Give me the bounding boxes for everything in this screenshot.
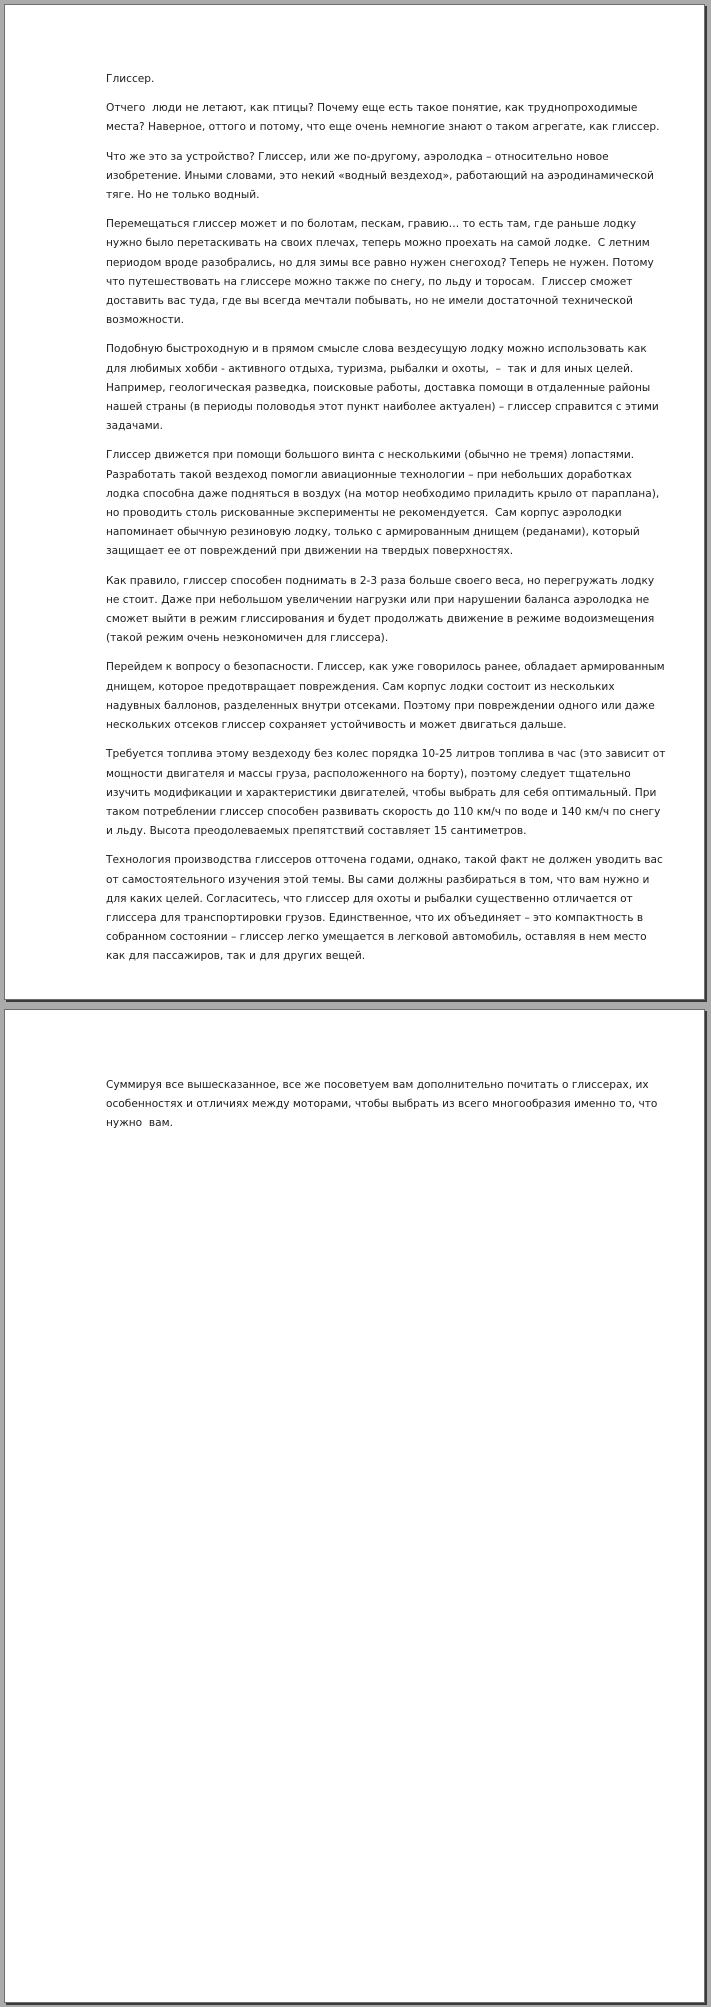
paragraph: Подобную быстроходную и в прямом смысле слова вездесущую лодку можно использовать как для любимых хобби - активного отдыха, туризма, рыбалки и охоты, – так и для иных целей. Например, геологическая разведка, поисковые работы, доставка помощи в отдаленные районы нашей страны (в периоды половодья этот пункт наиболее актуален) – глиссер справится с этими задачами.	[106, 343, 663, 433]
page-2-text	[106, 1076, 666, 1144]
paragraph-title: Глиссер.	[106, 73, 155, 85]
paragraph: Как правило, глиссер способен поднимать в 2-3 раза больше своего веса, но перегружать лодку не стоит. Даже при небольшом увеличении нагрузки или при нарушении баланса аэролодка не сможет выйти в режим глиссирования и будет продолжать движение в режиме водоизмещения (такой режим очень неэкономичен для глиссера).	[106, 574, 658, 645]
paragraph: Что же это за устройство? Глиссер, или же по-другому, аэролодка – относительно новое изобретение. Иными словами, это некий «водный вездеход», работающий на аэродинамической тяге. Но не только водный.	[106, 150, 658, 202]
paragraph: Технология производства глиссеров отточена годами, однако, такой факт не должен уводить вас от самостоятельного изучения этой темы. Вы сами должны разбираться в том, что вам нужно и для каких целей. Согласитесь, что глиссер для охоты и рыбалки существенно отличается от глиссера для транспортировки грузов. Единственное, что их объединяет – это компактность в собранном состоянии – глиссер легко умещается в легковой автомобиль, оставляя в нем место как для пассажиров, так и для других вещей.	[106, 854, 667, 963]
paragraph: Требуется топлива этому вездеходу без колес порядка 10-25 литров топлива в час (это зависит от мощности двигателя и массы груза, расположенного на борту), поэтому следует тщательно изучить модификации и характеристики двигателей, чтобы выбрать для себя оптимальный. При таком потреблении глиссер способен развивать скорость до 110 км/ч по воде и 140 км/ч по снегу и льду. Высота преодолеваемых препятствий составляет 15 сантиметров.	[106, 748, 669, 838]
paragraph: Перейдем к вопросу о безопасности. Глиссер, как уже говорилось ранее, обладает армированным днищем, которое предотвращает повреждения. Сам корпус лодки состоит из нескольких надувных баллонов, разделенных внутри отсеками. Поэтому при повреждении одного или даже нескольких отсеков глиссер сохраняет устойчивость и может двигаться дальше.	[106, 661, 669, 732]
paragraph: Отчего люди не летают, как птицы? Почему еще есть такое понятие, как труднопроходимые места? Наверное, оттого и потому, что еще очень немногие знают о таком агрегате, как глиссер.	[106, 102, 660, 134]
document-page-1	[4, 4, 705, 1000]
paragraph: Суммируя все вышесказанное, все же посоветуем вам дополнительно почитать о глиссерах, их особенностях и отличиях между моторами, чтобы выбрать из всего многообразия именно то, что нужно вам.	[106, 1079, 661, 1130]
document-page-2	[4, 1009, 705, 2003]
paragraph: Глиссер движется при помощи большого винта с несколькими (обычно не тремя) лопастями. Разработать такой вездеход помогли авиационные технологии – при небольших доработках лодка способна даже подняться в воздух (на мотор необходимо приладить крыло от параплана), но проводить столь рискованные эксперименты не рекомендуется. Сам корпус аэролодки напоминает обычную резиновую лодку, только с армированным днищем (реданами), который защищает ее от повреждений при движении на твердых поверхностях.	[106, 449, 663, 558]
paragraph: Перемещаться глиссер может и по болотам, пескам, гравию… то есть там, где раньше лодку нужно было перетаскивать на своих плечах, теперь можно проехать на самой лодке. С летним периодом вроде разобрались, но для зимы все равно нужен снегоход? Теперь не нужен. Потому что путешествовать на глиссере можно также по снегу, по льду и торосам. Глиссер сможет доставить вас туда, где вы всегда мечтали побывать, но не имели достаточной технической возможности.	[106, 218, 658, 327]
page-1-text	[106, 70, 669, 977]
